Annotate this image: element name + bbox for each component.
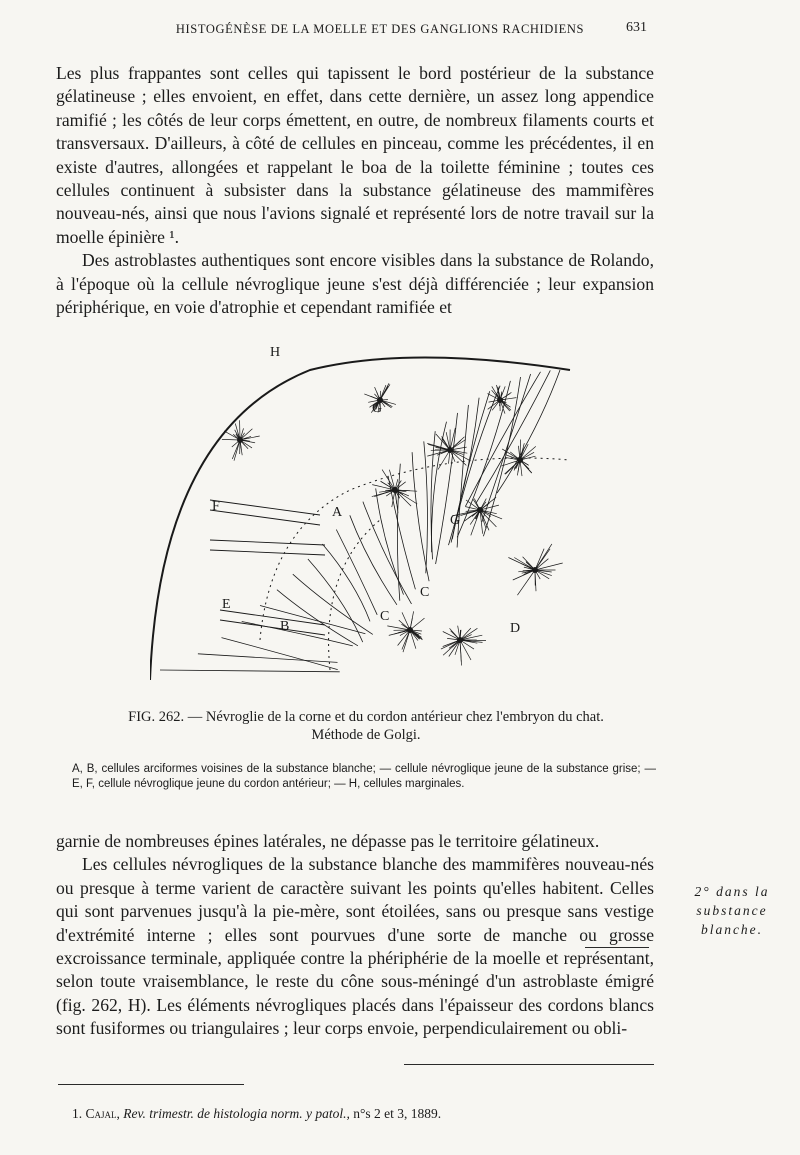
- radial-glial-fibre: [376, 488, 404, 594]
- astrocyte-cell: [387, 611, 424, 652]
- radial-glial-fibre: [497, 370, 560, 493]
- footnote-author: Cajal,: [85, 1106, 120, 1121]
- figure-262-neuroglia-illustration: [150, 340, 580, 690]
- figure-label: H: [270, 345, 281, 360]
- body-text-top: [56, 62, 654, 319]
- margin-note-line: 2° dans la: [694, 884, 770, 899]
- astrocyte-cell: [488, 385, 517, 414]
- figure-caption: [72, 708, 660, 744]
- footnote-journal: Rev. trimestr. de histologia norm. y patol.,: [123, 1106, 350, 1121]
- radial-glial-fibre: [222, 638, 338, 670]
- spinal-cord-outline: [150, 358, 570, 681]
- radial-glial-fibre: [363, 502, 412, 604]
- margin-note-line: blanche.: [700, 922, 764, 937]
- figure-label: C: [380, 609, 390, 624]
- figure-label: D: [510, 621, 521, 636]
- figure-label: G: [372, 401, 383, 416]
- radial-glial-fibre: [308, 559, 363, 642]
- pencil-underline: [585, 947, 649, 948]
- figure-legend: A, B, cellules arciformes voisines de la substance blanche; — cellule névroglique jeune de la substance grise; — E, F, cellule névroglique jeune du cordon antérieur; — H, cellules marginales.: [72, 763, 656, 790]
- margin-note-line: substance: [696, 903, 768, 918]
- figure-label: A: [332, 505, 343, 520]
- radial-glial-fibre: [260, 606, 365, 634]
- elongated-glial-cell: [220, 610, 325, 635]
- figure-label: C: [420, 585, 430, 600]
- elongated-glial-cell: [210, 540, 325, 555]
- neuroglia-drawing: [150, 358, 570, 681]
- body-text-bottom: [56, 830, 654, 1041]
- figure-label: E: [222, 597, 231, 612]
- paragraph-1: Les plus frappantes sont celles qui tapissent le bord postérieur de la substance gélatineuse ; elles envoient, en effet, dans cette dernière, un assez long appendice ramifié ; les côtés de leur corps émettent, en outre, de nombreux filaments courts et transversaux. D'ailleurs, à côté de cellules en pinceau, comme les précédentes, il en existe d'autres, allongées et rappelant le boa de la toilette féminine ; toutes ces cellules continuent à subsister dans la substance gélatineuse des mammifères nouveau-nés, ainsi que nous l'avions signalé et représenté lors de notre travail sur la moelle épinière ¹.: [56, 63, 654, 247]
- margin-note: [680, 882, 784, 939]
- figure-label: B: [280, 619, 290, 634]
- radial-glial-fibre: [160, 670, 340, 672]
- footnote-reference: n°s 2 et 3, 1889.: [353, 1106, 442, 1121]
- radial-glial-fibre: [198, 654, 338, 663]
- radial-glial-fibre: [476, 370, 550, 502]
- paragraph-3: garnie de nombreuses épines latérales, ne dépasse pas le territoire gélatineux.: [56, 831, 600, 851]
- radial-glial-fibre: [336, 530, 377, 615]
- footnote-number: 1.: [72, 1106, 83, 1121]
- caption-line-2: Méthode de Golgi.: [311, 727, 421, 743]
- footnote: [72, 1106, 662, 1122]
- running-header: HISTOGÉNÈSE DE LA MOELLE ET DES GANGLIONS RACHIDIENS: [175, 22, 585, 36]
- page-number: 631: [626, 20, 647, 35]
- paragraph-2: Des astroblastes authentiques sont encore visibles dans la substance de Rolando, à l'époque où la cellule névroglique jeune s'est déjà différenciée ; leur expansion périphérique, en voie d'atrophie et cependant ramifiée et: [56, 250, 654, 318]
- paragraph-4: Les cellules névrogliques de la substance blanche des mammifères nouveau-nés ou presque à terme varient de caractère suivant les points qu'elles habitent. Celles qui sont parvenues jusqu'à la pie-mère, sont étoilées, sans ou presque sans vestige d'extrémité interne ; elles sont pourvues d'une sorte de manche ou grosse excroissance terminale, appliquée contre la phériphérie de la moelle et représentant, selon toute vraisemblance, le reste du cône sous-méningé d'un astroblaste émigré (fig. 262, H). Les éléments névrogliques placés dans l'épaisseur des cordons blancs sont fusiformes ou triangulaires ; leur corps envoie, perpendiculairement ou obli-: [56, 854, 654, 1039]
- figure-label: F: [212, 499, 220, 514]
- astrocyte-cell: [441, 626, 486, 666]
- pencil-underline: [404, 1064, 654, 1065]
- radial-glial-fibre: [424, 441, 428, 573]
- figure-label: G: [450, 513, 461, 528]
- caption-line-1: FIG. 262. — Névroglie de la corne et du cordon antérieur chez l'embryon du chat.: [128, 709, 604, 725]
- radial-glial-fibre: [436, 413, 461, 564]
- elongated-glial-cell: [210, 500, 320, 525]
- astrocyte-cell: [222, 420, 260, 460]
- pencil-underline: [58, 1084, 244, 1085]
- astrocyte-cell: [508, 544, 562, 595]
